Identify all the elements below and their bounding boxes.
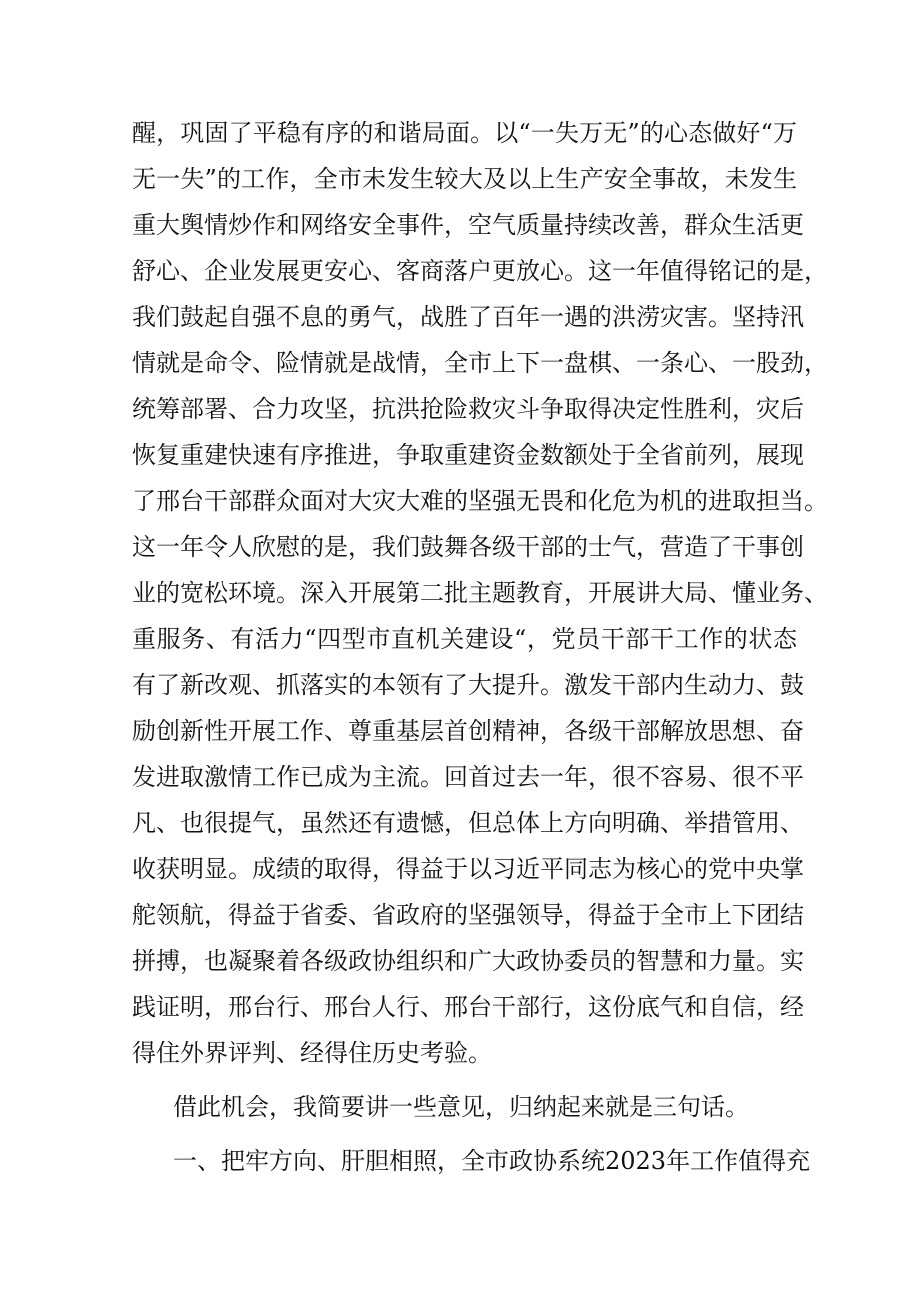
paragraph-gap bbox=[132, 1130, 797, 1138]
paragraph-2: 借此机会，我简要讲一些意见，归纳起来就是三句话。 bbox=[173, 1093, 749, 1121]
paragraph-1-line-18: 舵领航，得益于省委、省政府的坚强领导，得益于全市上下团结 bbox=[132, 901, 804, 929]
paragraph-1-line-5: 我们鼓起自强不息的勇气，战胜了百年一遇的洪涝灾害。坚持汛 bbox=[132, 303, 804, 331]
paragraph-1-line-4: 舒心、企业发展更安心、客商落户更放心。这一年值得铭记的是， bbox=[132, 257, 828, 285]
paragraph-1-line-1: 醒，巩固了平稳有序的和谐局面。以“一失万无”的心态做好“万 bbox=[132, 119, 797, 147]
paragraph-1-line-12: 重服务、有活力“四型市直机关建设“，党员干部干工作的状态 bbox=[132, 625, 797, 653]
paragraph-1-line-8: 恢复重建快速有序推进，争取重建资金数额处于全省前列，展现 bbox=[132, 441, 804, 469]
paragraph-1-line-7: 统筹部署、合力攻坚，抗洪抢险救灾斗争取得决定性胜利，灾后 bbox=[132, 395, 804, 423]
paragraph-1-line-16: 凡、也很提气，虽然还有遗憾，但总体上方向明确、举措管用、 bbox=[132, 809, 804, 837]
paragraph-1-line-6: 情就是命令、险情就是战情，全市上下一盘棋、一条心、一股劲， bbox=[132, 349, 828, 377]
paragraph-1-line-21: 得住外界评判、经得住历史考验。 bbox=[132, 1039, 492, 1067]
paragraph-1-line-3: 重大舆情炒作和网络安全事件，空气质量持续改善，群众生活更 bbox=[132, 211, 804, 239]
paragraph-1-line-15: 发进取激情工作已成为主流。回首过去一年，很不容易、很不平 bbox=[132, 763, 804, 791]
paragraph-1-line-2: 无一失”的工作，全市未发生较大及以上生产安全事故，未发生 bbox=[132, 165, 797, 193]
paragraph-1-line-17: 收获明显。成绩的取得，得益于以习近平同志为核心的党中央掌 bbox=[132, 855, 804, 883]
paragraph-1-line-14: 励创新性开展工作、尊重基层首创精神，各级干部解放思想、奋 bbox=[132, 717, 804, 745]
paragraph-1-line-9: 了邢台干部群众面对大灾大难的坚强无畏和化危为机的进取担当。 bbox=[132, 487, 828, 515]
paragraph-1-line-11: 业的宽松环境。深入开展第二批主题教育，开展讲大局、懂业务、 bbox=[132, 579, 828, 607]
paragraph-1-line-20: 践证明，邢台行、邢台人行、邢台干部行，这份底气和自信，经 bbox=[132, 993, 804, 1021]
paragraph-1-line-10: 这一年令人欣慰的是，我们鼓舞各级干部的士气，营造了干事创 bbox=[132, 533, 804, 561]
paragraph-1-line-19: 拼搏，也凝聚着各级政协组织和广大政协委员的智慧和力量。实 bbox=[132, 947, 804, 975]
paragraph-3-heading: 一、把牢方向、肝胆相照，全市政协系统2023年工作值得充 bbox=[173, 1147, 811, 1175]
paragraph-1-line-13: 有了新改观、抓落实的本领有了大提升。激发干部内生动力、鼓 bbox=[132, 671, 804, 699]
paragraph-gap bbox=[132, 1076, 797, 1084]
document-body bbox=[132, 110, 828, 1184]
